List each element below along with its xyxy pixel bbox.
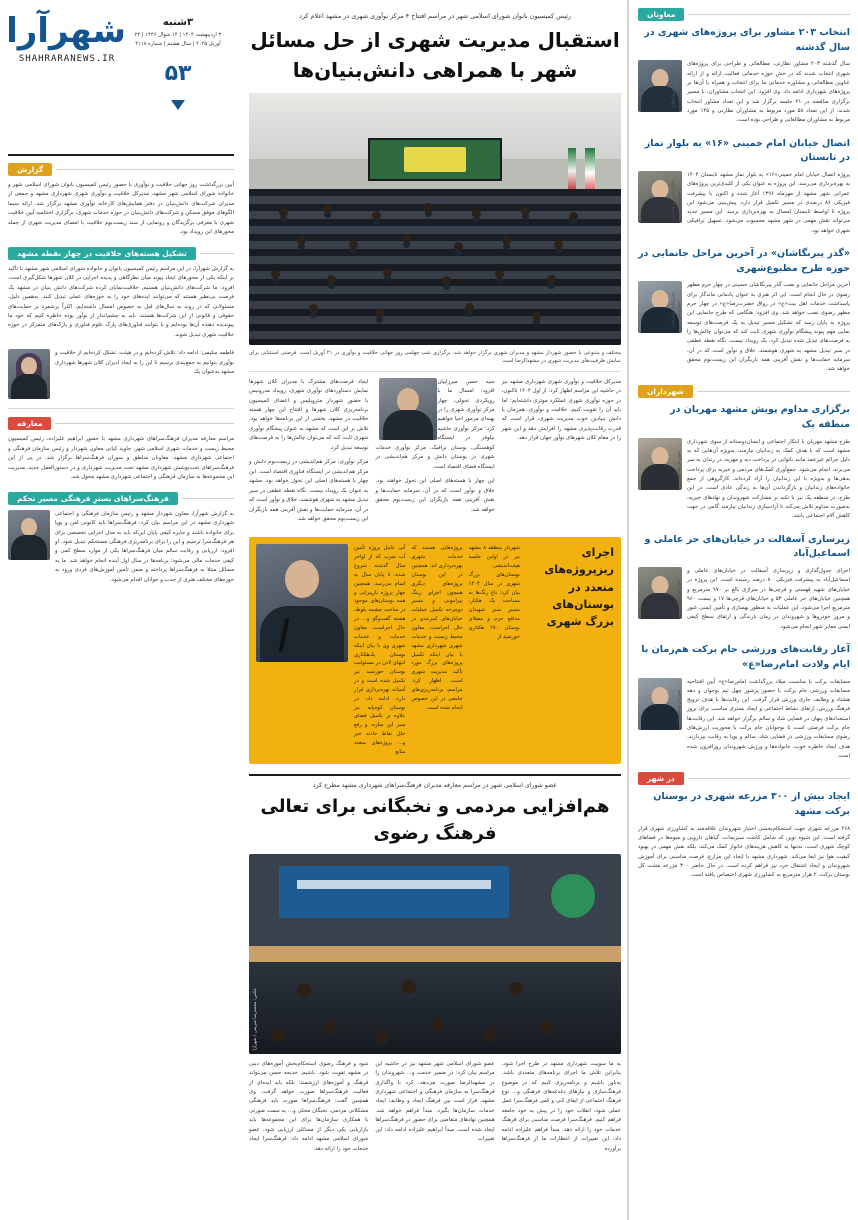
- section-badge: فرهنگ‌سراهای بسترِ فرهنگی مسیر تحکم: [8, 492, 178, 505]
- second-headline[interactable]: هم‌افزایی مردمی و نخبگانی برای تعالی فرهنگ رضوی: [260, 795, 610, 844]
- avatar: [8, 510, 50, 560]
- promo-photo: [256, 544, 348, 662]
- article-body: به گزارش شهرآرا، معاون شهردار مشهد و رئیس سازمان فرهنگی و اجتماعی شهرداری مشهد در این مراسم بیان کرد: فرهنگ‌سراها باید کانونی امن و پویا برای خانواده باشند و جایزه کیفی پایان این‌که باید به مدل اجرایی تخصصی برای هر فرهنگ‌سرا ترسیم و این را برای برنامه‌ریزی فرهنگی مستحکم تبدیل شود. او افزود: ارزیابی و رقابت سالم میان فرهنگ‌سراها یکی از موارد سطح کمی و کیفی خدمات مالی می‌شود؛ برنامه‌ها در سال اول آینده انجام خواهد شد. ما به مسائل مبتلا به فرهنگ‌سراها پرداخته و ضمن تأمین آموزش‌های فردی ورود به حوزه‌های مختلف هنری از جذب و جوانان اقدام می‌شود.: [55, 510, 234, 583]
- article-title[interactable]: زیرسازی آسفالت در خیابان‌های حر عاملی و اسماعیل‌آباد: [644, 533, 850, 560]
- section-badge: معاونان: [638, 8, 684, 21]
- rule: [688, 14, 850, 15]
- lead-kicker: رئیس کمیسیون بانوان شورای اسلامی شهر در مراسم افتتاح ۴ مرکز نوآوری شهری در مشهد اعلام کرد: [298, 12, 572, 20]
- body-column: [375, 378, 494, 530]
- article-body: اجرای جدول‌گذاری و زیرسازی آسفالت در خیابان‌های عاملی و اسماعیل‌آباد به پیشرفت فیزیکی ۸۰ درصد رسیده است. این پروژه در خیابان‌های شهید قهستی و قرچی‌ها در متراژی بالغ بر ۹۷۰ مترمربع و همچنین خیابان‌های حر عاملی ۵۳ و خیابان‌های قرچی‌ها ۱۷ و نیست ۹۶۰ مترمربع اجرا می‌شود. این عملیات به منظور بهسازی و تأمین ایمنی عبور و مرور خودروها و شهروندان در زمان بارندگی و ارتقای سطح کیفی ایمنی معابر شهر انجام می‌شود.: [687, 567, 851, 630]
- section-badge: معارفه: [8, 417, 51, 430]
- second-body-columns: [249, 1060, 621, 1155]
- portrait-column: [638, 171, 682, 223]
- article-title[interactable]: برگزاری مداوم پویش مشهد مهربان در منطقه یک: [670, 404, 850, 431]
- section-badge: در شهر: [638, 772, 684, 785]
- article-title[interactable]: آغاز رقابت‌های ورزشی جام برکت هم‌زمان با ایام ولادت امام‌رضا«ع»: [641, 644, 850, 670]
- photo-credit: عکس: محمدرضا شریفی / شهرآرا: [253, 988, 258, 1051]
- audience-heads: [249, 189, 621, 345]
- right-article-moarefe[interactable]: [8, 417, 234, 482]
- logo-block[interactable]: [8, 6, 126, 154]
- section-badge: گزارش: [8, 163, 52, 176]
- article-title[interactable]: «گذر پیرنگاشان» در آخرین مراحل جانمایی در حوزه طرح مطبوع‌شهری: [638, 248, 850, 274]
- avatar-caption: شهردار منطقه ۱۲: [676, 689, 682, 724]
- section-divider: [249, 774, 621, 776]
- portrait-column: [638, 678, 682, 730]
- section-header: [8, 417, 234, 430]
- promo-column: آبی عامل پروژه تأمین آب شرب که از اواخر سال گذشته شروع شده، تا پایان سال به اتمام می‌رسد. همچنین چهار پروژه بازپیرایی و همه بوستان‌های موجود در ساحت چشمه بلوط، هشته گفت‌وگو و... در حال اجراست. معاون خدمات و خدمات شهری وی با بیان اینکه بوستان یک‌هکتاری انتهای لادن در مسئولیت بوستان خورشید نیز تکمیل شده است و در آستانه بهره‌برداری قرار دارد، ادامه داد: در بوستان کوه‌پایه نیز علاوه بر تکمیل فضای سبز این سازه، و رفع خلل نقاط حادثه خیز و... پروژه‌های متعدد منابع: [354, 545, 406, 755]
- section-badge: شهرداران: [638, 385, 693, 398]
- body-column: شود و فرهنگ رضوی استحکام‌بخش آموزه‌های دینی در مشهد تقویت شود. باشیم، خدیجه حسن می‌تواند فرهنگ و آموزه‌های ارزشمند؛ بلکه باید ایده‌ای از فعالیت فرهنگ‌سراها صورت خواهد گرفت. وی همچنین گفت: فرهنگ‌سراها صورت باید فرهنگی مشکلاتی مردمی، نخبگان محلی و... به سمت صورتی با همکاری سازمان‌ها برای این مجموعه‌ها باید بازاریابی یکی دیگر از مسائلی ارزیابی شود. عضو شورای اسلامی مشهد ادامه داد: فرهنگ‌سرا ایجاد خدمات خود را ارائه دهد.: [249, 1060, 369, 1152]
- section-header: [8, 492, 234, 505]
- center-divider: [627, 0, 628, 1220]
- article-body: به گزارش شهرآرا، در این مراسم رئیس کمیسیون بانوان و خانواده شورای اسلامی شهر مشهد با تأکید بر اینکه یکی از محورهای ایجاد پیوند میان نظرگاهی و پدیده اجرایی در کلان شهرها شکل‌گیری است، افزود: ما شرکت‌های دانش‌بنیان هستیم، خلاقیت‌نمایان کرده شرکت‌های دانش بنیان در مشهد یک فرصت بی‌نظیر هستند که می‌توانند ایده‌های خود را به حوزه‌های عملی تبدیل کنند. به‌همین دلیل، مسئولانی که در روند به سال‌های قبل به خصوص امسال داشته‌ایم، اکثراً برشمرد بر حمایت‌های حقوقی و قانونی از این شرکت‌ها هستند. باید به چشم‌انداز از نوآور بوده خاطره کنیم که خود ما پیوندیده دهنده آن‌ها بوده‌ایم و با بتوانند فناوری‌های پارک علوم فناوری و پارک‌های متمرکز در حوزه خلاقیت شهری تبدیل شوند.: [7, 265, 234, 338]
- portrait-column: [638, 281, 682, 333]
- list-item[interactable]: [638, 403, 850, 521]
- article-body: مراسم معارفه مدیران فرهنگ‌سراهای شهرداری مشهد با حضور ابراهیم علیزاده، رئیس کمیسیون محیط زیست و خدمات شهری اسلامی شهر، جاوید کیانی معاون شهردار و رئیس سازمان فرهنگی و اجتماعی شهرداری مشهد، معاونان مناطق و سوران فرهنگ‌سراها برگزار شد. در پی از این فرهنگ‌سراهای تحت‌پوشش شهرداری مشهد تحت مدیریت شهرداری و در دستورالعمل جدید، مدیریت این مجموعه‌ها به سازمان فرهنگی و اجتماعی شهرداری مشهد محول شد.: [8, 436, 234, 481]
- paragraph: مدیرکل خلاقیت و نوآوری شهری شهرداری مشهد نیز در حاشیه این مراسم اظهار کرد: از اول ۱۴۰۴ تاکنون، در حوزه نوآوری شهری عملکرد موثری داشته‌ایم؛ اما باید آن را تقویت کنیم. خلاقیت و نوآوری، هم‌زمان با دانش بنیادین خوب مدیریت شهری، قرار است که قدرت رقابت‌پذیری مشهد را افزایش دهد و این شهر را در مقام کلان شهرهای نوآور جهان قرار دهد.: [501, 378, 621, 442]
- weekday: ۳‌شنبه: [162, 17, 194, 28]
- second-kicker: عضو شورای اسلامی شهر در مراسم معارفه مدیران فرهنگ‌سراهای شهرداری مشهد مطرح کرد: [312, 781, 558, 789]
- avatar: [638, 438, 682, 490]
- avatar-caption: مدیرعامل سازمان حمل‌ونقل: [670, 293, 682, 328]
- body-column: عضو شورای اسلامی شهر مشهد نیز در حاشیه این مراسم بیان کرد: در ضمیر خدمت و... شهروندان را در مشهدالرضا صورت می‌دهد. کرد با واگذاری فرهنگ‌سرا به سازمان فرهنگی و اجتماعی شهرداری مشهد، قرار است بین فرهنگ ایجاد و وظایف ایجاد خدمات سازمان‌ها بگیرد. مبدأ فراهم خواهد شد. همچنین نهادهای متقاضی برای حضور در فرهنگ‌سراها ایجاد شده است. مبدأ ابراهیم علیزاده ادامه داد: این تغییرات: [375, 1060, 495, 1143]
- sidebar-divider: [628, 0, 629, 1220]
- rule: [697, 391, 850, 392]
- site-url[interactable]: SHAHRARANEWS.IR: [18, 54, 116, 64]
- list-item[interactable]: [638, 26, 850, 126]
- body-column: به ما سوییت شهرداری مشهد در طرح اجرا شود، بنابراین تلاش ما اجرای برنامه‌های متعددی باشد. به‌باور باشیم و برنامه‌ریزی کنیم که در موضوع فرهنگ‌سازی و نیازهای دغدغه‌های فرهنگی و... نوع فرهنگ اجتماعی از ایفای کنی و کمی فرهنگ‌سرا عمل عملی شود، انقلاب خود را در پیش به خود جامعه فراهم کنیم. فرهنگ‌سرا فرصت مناسبی برای فرهنگ خدمات خود را ارائه دهد. مبدأ فراهم علیزاده ادامه داد: این تغییرات از انتظارات ما از فرهنگ‌سراها برآورده: [501, 1060, 621, 1152]
- paragraph: مرکز نوآوری، مرکز هم‌اندیشی در زیست‌بوم دانش و مرکز هم‌اندیشی در ایستگاه فناوری اقتصاد است. این چهار با هسته‌های اصلی این تحول خواهد بود. مشهد به عنوان یک رویداد نیست. نگاه نقطه عطفی در سیر تبدیل مشهد به شهری هوشمند، خلاق و نوآور است که در آن، سرمایه حمایت‌ها و نقش آفرینی همه بازیگران این زیست‌بوم محقق خواهد شد.: [249, 459, 369, 522]
- section-header-moavenan: [638, 8, 850, 21]
- section-header-dar-shahr: [638, 772, 850, 785]
- issue-date: ۳ اردیبهشت ۱۴۰۴ | ۱۴ شوال ۱۴۴۶ | ۲۲ آوریل ۲۰۲۵ | سال هشتم | شماره ۴۱۱۸: [134, 32, 222, 47]
- newspaper-logo[interactable]: شهرآرا: [6, 11, 126, 51]
- promo-column: پروژه‌هایی هستند که خدمات شهری بهره‌برداری اند. همچنین در این بوستان پروژه‌های دیگری همچون اجرای رینگ پیرامونی و مسیر دوچرخه تکمیل عملیات خیابان‌های کمربندی در حال اجراست. معاون محیط زیست و خدمات شهری شهرداری مشهد با بیان اینکه تکمیل پروژه‌های بزرگ مورد تأکید مدیریت شهری است، اظهار کرد: مراسم، برنامه‌ریزی‌های جامعی در این خصوص انجام شده است.: [411, 545, 463, 711]
- issue-number: ۵۳: [164, 60, 192, 86]
- right-article-farhangsara[interactable]: [8, 492, 234, 586]
- paragraph: سید حسن میرزاییان افزود: امسال ما با رویکردی تحولی، چهار مرکز نوآوری شهری را در پهنه‌ای مرموز احیا خواهیم کرد؛ مرکز نوآوری حاشیه نیلوفر در ایستگاه کوهسنگی، بوستان ترافیک، مرکز نوآوری خدمات شهری در بوستان دانش و مرکز هم‌اندیشی در ایستگاه فضای اقتصاد است.: [375, 378, 495, 470]
- right-article-gozaresh[interactable]: [8, 163, 234, 238]
- right-article-quote[interactable]: [8, 349, 234, 399]
- center-column: [242, 0, 628, 1220]
- avatar: [638, 567, 682, 619]
- promo-title[interactable]: اجرای ریزپروژه‌های متعدد در بوستان‌های بزرگ شهری: [544, 546, 614, 628]
- article-title[interactable]: انتخاب ۲۰۳ مشاور برای پروژه‌های شهری در سال گذشته: [644, 27, 850, 53]
- article-body: طرح مشهد مهربان با ابتکار اجتماعی و انسان‌دوستانه از سوی شهرداری مشهد است که با هدف کمک به زندانیان نیازمند، به‌ویژه آن‌هایی که به دلیل جرائم غیرعمد مانند ناتوانی در پرداخت دیه و مهریه، در زندان به سر می‌برند، انجام می‌شود. جمع‌آوری کمک‌های مردمی و خیریه برای پرداخت بدهی‌ها و به‌ویژه با این زندانیان را آزاد کرده‌اند. کارگروهی از جمع خانواده‌های زندانیان و بازگرداندن آن‌ها به زندگی عادی است. در این طرح، در منطقه یک نیز با تکیه بر مشارکت شهروندان و نهادهای خیریه، به‌صورت مداوم تلاش می‌کند تا آزادسازی زندانیان نیازمند گامی در جهت کاهش آلام اجتماعی باشد.: [687, 438, 850, 520]
- avatar-caption: مدیر ایجاد پروژه‌های شهرداری: [670, 70, 682, 109]
- list-item[interactable]: [638, 790, 850, 880]
- lead-headline[interactable]: استقبال مدیریت شهری از حل مسائل شهر با همراهی دانش‌بنیان‌ها: [250, 28, 620, 82]
- avatar: [8, 349, 50, 399]
- article-title[interactable]: اتصال خیابان امام خمینی «۱۶» به بلوار نماز در تابستان: [644, 137, 850, 164]
- right-article-tashkil[interactable]: [8, 247, 234, 341]
- left-sidebar: [628, 0, 858, 1220]
- article-body: فاطمه سلیمی: ادامه داد: تلاش کرده‌ایم و در هیئت، تشکل کرده‌ایم از خلاقیت و نوآوری بتوانیم به جمع‌بندی برسیم تا این را به ایجاد ادیران کلان شهرها شهرداری مشهد به‌عنوان یک: [55, 350, 234, 376]
- rule: [688, 778, 850, 779]
- section-header: [8, 247, 234, 260]
- list-item[interactable]: [638, 533, 850, 633]
- article-body: آخرین مراحل جانمایی و نصب گذر پیرنگاشان حسینی در چهار حرم مطهر رضوی در حال انجام است. این اثر هنری به عنوان یادمانی ماندگار برای پاسداشت خدمات اهل بیت«ع» در رواق حضرت‌رضا«ع» در چهار حرم مطهر رضوی نصب خواهد شد. وی افزود: هنگامی که طرح جانمایی این پروژه به پایان رسد که تشکیل مسیر تبدیل به یک فرصت‌های توسعه نمایی مهم پیوند پیشگام نوآوری شهری ثابت کند که می‌توان چالش‌ها را به فرصت‌های تبدیل شده تبدیل کرد. یک رویداد نیست. نگاه نقطه عطفی در سیر تبدیل مشهد به شهری هوشمند، خلاق و نوآور است که در آن، سرمایه حمایت‌ها و نقش آفرینی همه بازیگران این زیست‌بوم محقق خواهد شد.: [687, 282, 850, 373]
- section-header: [8, 163, 234, 176]
- lead-body-columns: [249, 378, 621, 530]
- avatar: [638, 678, 682, 730]
- portrait-column: [638, 438, 682, 490]
- promo-column: شهردار منطقه ۸ مشهد نیز در اولین جلسه هیئت‌اندیشی بوستان‌های بزرگ شهری در سال ۱۴۰۴ بیان کرد: باغ رنگ‌ها به مساحت یک هکتار، مسیر سبز شهیدان مدافع حرم و مصلای بوستان ۲۸۰ هکتاری خورشید از: [468, 545, 520, 640]
- body-column: [502, 378, 621, 530]
- list-item[interactable]: [638, 643, 850, 761]
- promo-columns: [354, 544, 520, 756]
- masthead: [8, 6, 234, 156]
- paragraph: این چهار با هسته‌های اصلی این تحول خواهند بود. خلاق و نوآور است که در آن، سرمایه حمایت‌ها و نقش آفرینی همه بازیگران این زیست‌بوم محقق خواهد شد.: [375, 478, 495, 513]
- article-body: پروژه اتصال خیابان امام خمینی«۱۶» به بلوار نماز مشهد تابستان ۱۴۰۴ به بهره‌برداری می‌رسد. این پروژه به عنوان یکی از کلیدی‌ترین پروژه‌های عمرانی شهر مشهد از مهرماه ۱۳۹۶ آغاز شده و اکنون با پیشرفت فیزیکی ۸۶ درصدی در مسیر تکمیل قرار دارد. پیش‌بینی می‌شود این پروژه تا اواسط تابستان امسال به بهره‌برداری برسد. این مسیر جدید می‌تواند نقش مهمی در شهر مشهد محسوب می‌شود. تسهیل ترافیکی شهری خواهد بود.: [687, 171, 851, 234]
- lead-caption: مختلف و متنوعی با حضور شهردار مشهد و مدیران شهری برگزار خواهد شد. برگزاری شب چهلمی روز جهانی خلاقیت و نوآوری در ۲۱ آوریل است. فرصتی استثنایی برای نمایش ظرفیت‌های مدیریت شهری در مشهد‌الرضا است: [249, 349, 621, 372]
- section-header-shahrdaran: [638, 385, 850, 398]
- paragraph: ایجاد فرصت‌های مشترک با مدیران کلان شهرها نمایش دستاوردهای نوآوری شهری، رویداد مدرونیس با حضور شهردار متروپلیس و اعضای کمیسیون برنامه‌ریزی کلان شهرها و افتتاح این چهار هسته خلاقیت در مشهد، بخشی از این برنامه‌ها خواهد بود. تلاش بر این است که مشهد به عنوان پیشگام نوآوری شهری ثابت کند که می‌توان چالش‌ها را به فرصت‌های توسعه تبدیل کرد.: [249, 378, 369, 451]
- article-body: سال گذشته ۲۰۳ مشاور نظارتی، مطالعاتی و طراحی برای پروژه‌های شهری انتخاب شدند که در خش حوزه خدماتی فعالیت ارائه و از ارائه عناوین مطالعاتی و مشاوره خدماتی ما برای انتخاب و همراه با آن‌ها بر پروژه‌های شهرداری ادامه داد. وی افزود: این انتخاب مشاوران، با مسیر برگزاری مناقصه در ۲۱ جلسه برگزار شد و این تعداد مشاور انتخاب شدند. از این تعداد ۵۸ مورد مربوط به مشاوران نظارتی و ۱۴۵ مورد مربوط به مشاوران مطالعاتی و طراحی بوده است.: [687, 61, 851, 124]
- promo-box: [249, 537, 621, 763]
- article-body: ۲۶۸ مزرعه شهری جهت استحکام‌بخشی اختیار شهروندان علاقه‌مند به کشاورزی شهری قرار گرفته است. این شیوه نوین که شامل کاشت سبزیجات، گیاهان دارویی و میوه‌ها در فضاهای کوچک شهری است، نه‌تنها به کاهش هزینه‌های خانوار کمک می‌کند، بلکه نقش مهمی در بهبود کیفیت هوا نیز ایفا می‌کند. شهرداری مشهد با ایجاد این مزارع، فرصت مناسبی برای آموزش شهروندان و ایجاد اشتغال خرد نیز فراهم کرده است. در حال حاضر ۳۰۰ مزرعه مشت کل بوستان برکت، ۲ هزار مترمربع به کشاورزی شهری اختصاص یافته است.: [638, 825, 850, 879]
- right-column: [0, 0, 242, 1220]
- chevron-down-icon: [171, 100, 185, 110]
- section-badge: تشکیل هسته‌های خلاقیت در چهار نقطه مشهد: [8, 247, 196, 260]
- body-column: [249, 378, 368, 530]
- avatar-caption: شهردار منطقه ۳: [676, 580, 682, 612]
- portrait-column: [638, 567, 682, 619]
- speaker-photo: [379, 378, 437, 440]
- second-photo: [249, 854, 621, 1054]
- lead-photo: [249, 93, 621, 345]
- article-body: آیین بزرگداشت روز جهانی خلاقیت و نوآوری با حضور رئیس کمیسیون بانوان شورای اسلامی شهر و خانواده شورای اسلامی شهر مشهد، مدیرکل خلاقیت و نوآوری شهری شهرداری مشهد و جمعی از مدیران شرکت‌های دانش‌بنیان در دفتر همایش‌های کارخانه نوآوری مشهد برگزار شد. ارائه سیما الگوهای موفق مسکن و شرکت‌های دانش‌بنیان در حوزه خدمات شهری، برگزاری اختتامیه آیین خلاقیت شهری با معرفی برگزیدگان و رونمایی از سند زیست‌بوم خلاقیت با امضای مدیریت شهری از جمله محورهای این رویداد بود.: [8, 182, 234, 236]
- avatar-caption: شهردار منطقه ۱: [676, 450, 682, 483]
- avatar-caption: معاون فنی و عمرانی شهرداری: [670, 179, 682, 220]
- issue-info: [126, 6, 230, 154]
- list-item[interactable]: [638, 247, 850, 374]
- article-title[interactable]: ایجاد بیش از ۳۰۰ مزرعه شهری در بوستان برکت مشهد: [653, 791, 850, 817]
- list-item[interactable]: [638, 137, 850, 237]
- portrait-column: [638, 60, 682, 112]
- divider: [8, 408, 234, 409]
- article-body: مسابقات برکت با مناسبت میلاد بزرگداشت امام‌رضا«ع» آیین افتتاحیه مسابقات ورزشی جام برکت با حضور پرشور چهل تیم نوجوان و دهه هشتاد و وظایف جاری ورزش قرار گرفت. این رقابت‌ها با هدف ترویج فرهنگ ورزش، ارتقای نشاط اجتماعی و ایجاد بستری مناسب برای بروز استعدادهای پنهان در فضایی شاد و سالم برگزار خواهد شد. این رقابت‌ها جام برکت فرصتی است تا نوجوانان جام برکت با محوریت ارزش‌های رضوی مسابقات ورزشی در فضایی شاد، سالم و پویا به رقابت بپردازند. هدف ایجاد خاطره خوب، خانواده‌ها و ورزش شهروندان روزافزون شده است.: [687, 678, 850, 759]
